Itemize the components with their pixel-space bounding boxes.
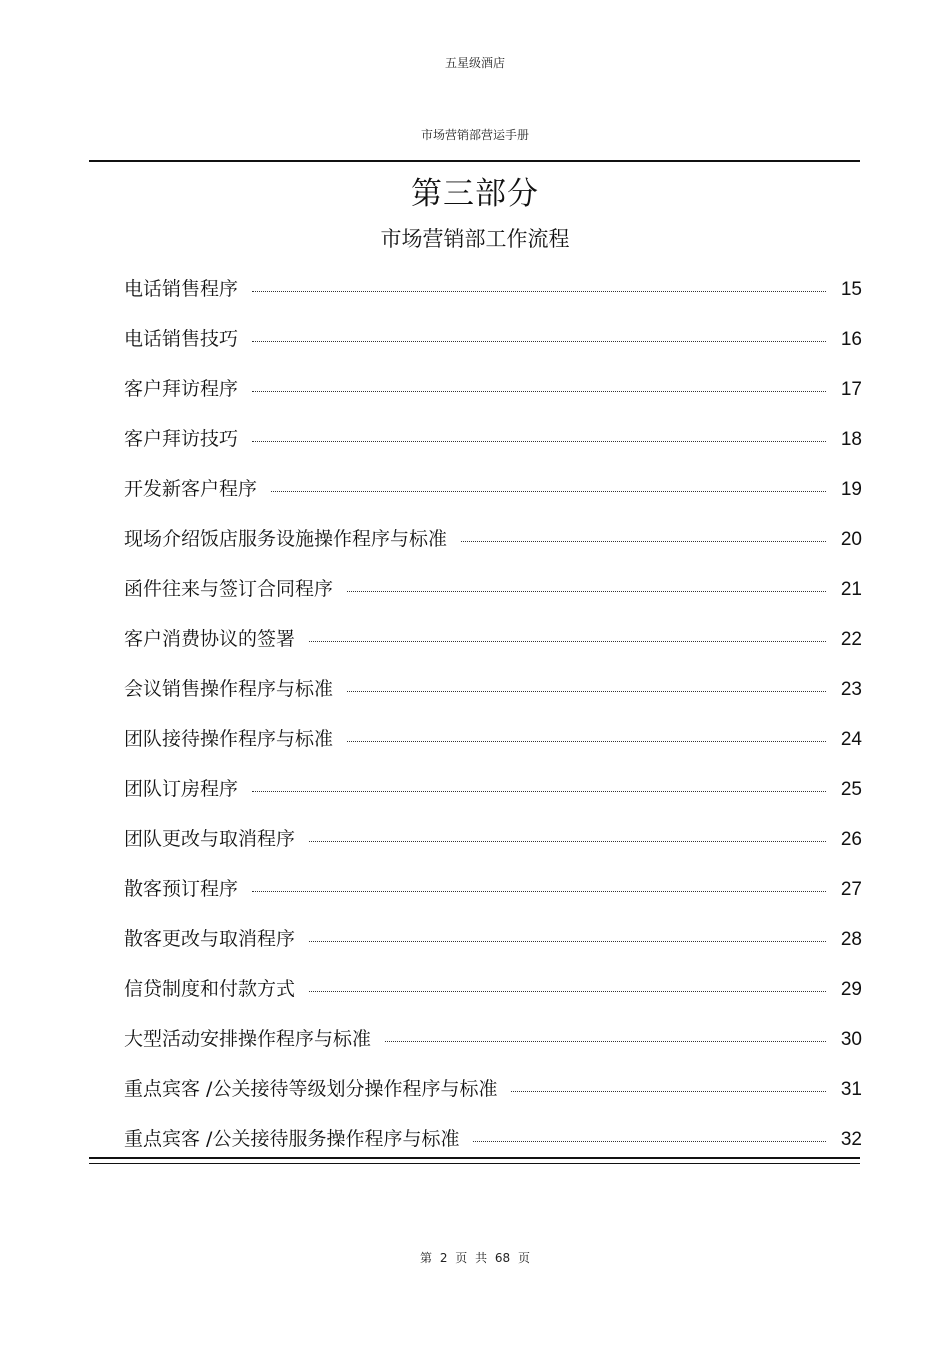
toc-leader-dots xyxy=(271,491,826,492)
toc-entry-page: 27 xyxy=(840,879,862,900)
toc-entry[interactable] xyxy=(124,322,862,372)
toc-entry-label: 客户拜访程序 xyxy=(124,378,239,400)
toc-leader-dots xyxy=(252,791,826,792)
toc-entry-page: 21 xyxy=(840,579,862,600)
toc-entry-label: 客户拜访技巧 xyxy=(124,428,239,450)
toc-entry[interactable] xyxy=(124,372,862,422)
toc-entry-page: 26 xyxy=(840,829,862,850)
toc-leader-dots xyxy=(473,1141,826,1142)
toc-entry[interactable] xyxy=(124,272,862,322)
toc-leader-dots xyxy=(309,641,826,642)
toc-entry[interactable] xyxy=(124,522,862,572)
toc-entry[interactable] xyxy=(124,722,862,772)
toc-entry[interactable] xyxy=(124,772,862,822)
toc-entry[interactable] xyxy=(124,972,862,1022)
toc-entry[interactable] xyxy=(124,1122,862,1172)
toc-entry-page: 20 xyxy=(840,529,862,550)
toc-entry-page: 31 xyxy=(840,1079,862,1100)
toc-entry-label: 会议销售操作程序与标准 xyxy=(124,678,334,700)
toc-entry-page: 22 xyxy=(840,629,862,650)
toc-entry-label: 函件往来与签订合同程序 xyxy=(124,578,334,600)
toc-entry-label: 客户消费协议的签署 xyxy=(124,628,296,650)
toc-entry-label: 电话销售程序 xyxy=(124,278,239,300)
toc-entry-label: 大型活动安排操作程序与标准 xyxy=(124,1028,372,1050)
toc-entry-page: 30 xyxy=(840,1029,862,1050)
toc-entry[interactable] xyxy=(124,922,862,972)
toc-entry[interactable] xyxy=(124,872,862,922)
toc-entry[interactable] xyxy=(124,822,862,872)
header-hotel-name: 五星级酒店 xyxy=(444,56,505,70)
toc-leader-dots xyxy=(347,741,826,742)
toc-entry-page: 23 xyxy=(840,679,862,700)
toc-leader-dots xyxy=(252,441,826,442)
page-number-footer: 第 2 页 共 68 页 xyxy=(420,1251,530,1265)
toc-entry-page: 29 xyxy=(840,979,862,1000)
toc-entry[interactable] xyxy=(124,672,862,722)
toc-leader-dots xyxy=(385,1041,826,1042)
toc-entry-label: 开发新客户程序 xyxy=(124,478,258,500)
toc-entry-page: 18 xyxy=(840,429,862,450)
toc-entry[interactable] xyxy=(124,1022,862,1072)
toc-leader-dots xyxy=(252,391,826,392)
toc-entry-label: 重点宾客 /公关接待等级划分操作程序与标准 xyxy=(124,1078,498,1100)
toc-entry[interactable] xyxy=(124,472,862,522)
section-title: 第三部分 xyxy=(411,176,539,212)
toc-entry-page: 19 xyxy=(840,479,862,500)
toc-entry-page: 32 xyxy=(840,1129,862,1150)
toc-entry-page: 24 xyxy=(840,729,862,750)
toc-entry-label: 重点宾客 /公关接待服务操作程序与标准 xyxy=(124,1128,460,1150)
header-manual-title: 市场营销部营运手册 xyxy=(420,128,529,142)
toc-entry-page: 25 xyxy=(840,779,862,800)
toc-leader-dots xyxy=(252,891,826,892)
section-subtitle: 市场营销部工作流程 xyxy=(380,227,570,251)
toc-entry-label: 团队接待操作程序与标准 xyxy=(124,728,334,750)
toc-leader-dots xyxy=(309,991,826,992)
toc-entry-label: 团队订房程序 xyxy=(124,778,239,800)
toc-entry-label: 散客更改与取消程序 xyxy=(124,928,296,950)
toc-entry-page: 16 xyxy=(840,329,862,350)
toc-entry-label: 信贷制度和付款方式 xyxy=(124,978,296,1000)
toc-leader-dots xyxy=(461,541,826,542)
toc-entry-page: 15 xyxy=(840,279,862,300)
toc-entry-page: 28 xyxy=(840,929,862,950)
toc-leader-dots xyxy=(511,1091,826,1092)
toc-leader-dots xyxy=(309,941,826,942)
toc-entry-label: 散客预订程序 xyxy=(124,878,239,900)
toc-entry[interactable] xyxy=(124,622,862,672)
header-rule xyxy=(89,160,860,162)
toc-leader-dots xyxy=(252,291,826,292)
toc-leader-dots xyxy=(347,691,826,692)
toc-entry-label: 现场介绍饭店服务设施操作程序与标准 xyxy=(124,528,448,550)
toc-leader-dots xyxy=(347,591,826,592)
table-of-contents xyxy=(124,272,862,1172)
toc-leader-dots xyxy=(252,341,826,342)
toc-entry-label: 电话销售技巧 xyxy=(124,328,239,350)
toc-entry-page: 17 xyxy=(840,379,862,400)
footer-double-rule xyxy=(89,1157,860,1164)
toc-entry[interactable] xyxy=(124,1072,862,1122)
toc-entry-label: 团队更改与取消程序 xyxy=(124,828,296,850)
toc-entry[interactable] xyxy=(124,422,862,472)
toc-leader-dots xyxy=(309,841,826,842)
toc-entry[interactable] xyxy=(124,572,862,622)
